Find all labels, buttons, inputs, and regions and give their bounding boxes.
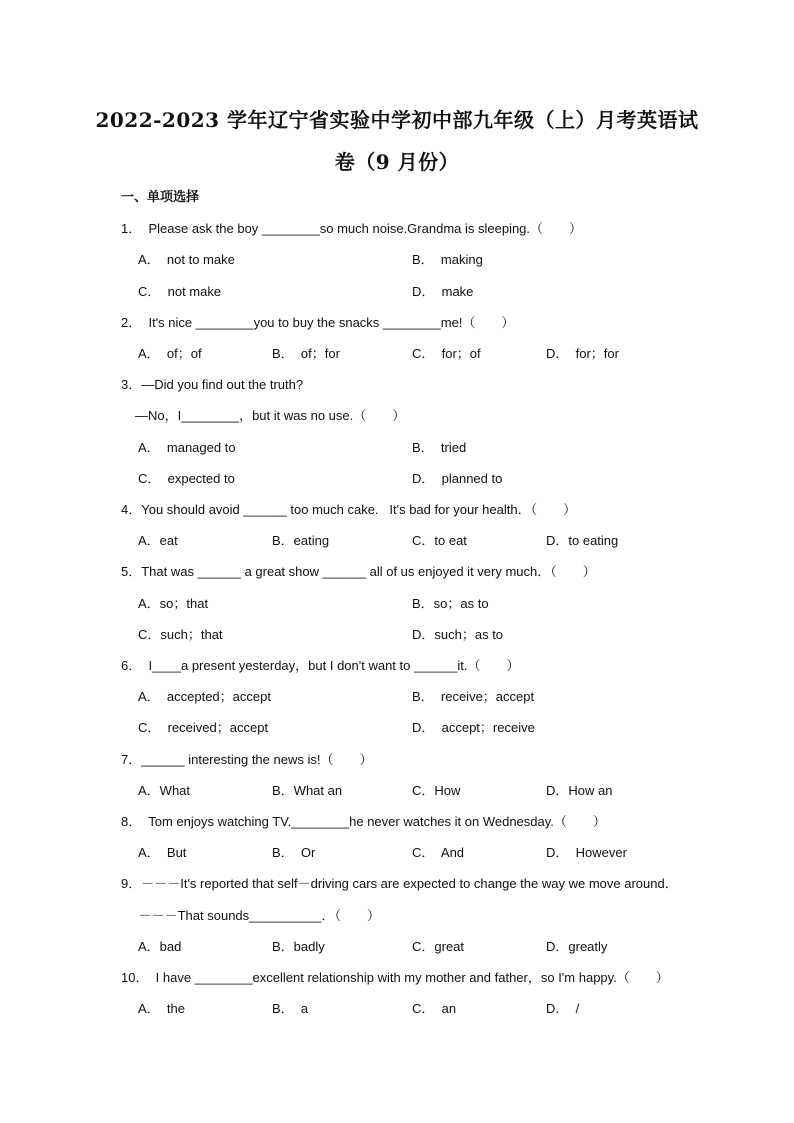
question-3-option-d[interactable]: D． planned to bbox=[412, 471, 503, 486]
question-7-stem: 7．______ interesting the news is!（ ） bbox=[121, 752, 373, 767]
question-3-option-a[interactable]: A． managed to bbox=[138, 440, 236, 455]
question-8-option-c[interactable]: C． And bbox=[412, 845, 465, 860]
question-2-option-a[interactable]: A． of；of bbox=[138, 346, 202, 361]
question-8-option-a[interactable]: A． But bbox=[138, 845, 187, 860]
question-4-option-c[interactable]: C．to eat bbox=[412, 533, 467, 548]
question-3-stem: 3．—Did you find out the truth? bbox=[121, 377, 304, 392]
question-4-option-d[interactable]: D．to eating bbox=[546, 533, 619, 548]
question-5-option-b[interactable]: B．so；as to bbox=[412, 596, 489, 611]
question-10-option-b[interactable]: B． a bbox=[272, 1001, 309, 1016]
question-5-stem: 5．That was ______ a great show ______ all of us enjoyed it very much．（ ） bbox=[121, 564, 596, 579]
question-4-option-a[interactable]: A．eat bbox=[138, 533, 178, 548]
question-7-option-a[interactable]: A．What bbox=[138, 783, 191, 798]
question-1-stem: 1． Please ask the boy ________so much noise.Grandma is sleeping.（ ） bbox=[121, 221, 583, 236]
question-5-option-a[interactable]: A．so；that bbox=[138, 596, 209, 611]
exam-title-line1: 2022-2023 学年辽宁省实验中学初中部九年级（上）月考英语试 bbox=[95, 108, 699, 132]
question-9-stem-line2: －－－That sounds__________．（ ） bbox=[135, 908, 380, 923]
question-6-option-c[interactable]: C． received；accept bbox=[138, 720, 269, 735]
question-8-option-d[interactable]: D． However bbox=[546, 845, 627, 860]
question-6-option-b[interactable]: B． receive；accept bbox=[412, 689, 535, 704]
exam-title-line2: 卷（9 月份） bbox=[334, 150, 460, 174]
question-3-option-c[interactable]: C． expected to bbox=[138, 471, 235, 486]
question-10-option-a[interactable]: A． the bbox=[138, 1001, 185, 1016]
question-10-option-d[interactable]: D． / bbox=[546, 1001, 580, 1016]
question-2-option-b[interactable]: B． of；for bbox=[272, 346, 340, 361]
question-8-option-b[interactable]: B． Or bbox=[272, 845, 316, 860]
question-1-option-c[interactable]: C． not make bbox=[138, 284, 222, 299]
question-1-option-a[interactable]: A． not to make bbox=[138, 252, 235, 267]
question-1-option-d[interactable]: D． make bbox=[412, 284, 474, 299]
question-7-option-c[interactable]: C．How bbox=[412, 783, 461, 798]
question-9-option-c[interactable]: C．great bbox=[412, 939, 465, 954]
question-4-option-b[interactable]: B．eating bbox=[272, 533, 330, 548]
question-6-option-a[interactable]: A． accepted；accept bbox=[138, 689, 271, 704]
question-5-option-c[interactable]: C．such；that bbox=[138, 627, 223, 642]
question-6-option-d[interactable]: D． accept；receive bbox=[412, 720, 535, 735]
question-8-stem: 8． Tom enjoys watching TV.________he never watches it on Wednesday.（ ） bbox=[121, 814, 606, 829]
question-9-stem: 9．－－－It's reported that self－driving cars are expected to change the way we move around． bbox=[121, 876, 678, 891]
question-2-stem: 2． It's nice ________you to buy the snacks ________me!（ ） bbox=[121, 315, 515, 330]
question-3-stem-line2: —No，I________，but it was no use.（ ） bbox=[135, 408, 406, 423]
question-7-option-b[interactable]: B．What an bbox=[272, 783, 343, 798]
question-6-stem: 6． I____a present yesterday，but I don't want to ______it.（ ） bbox=[121, 658, 520, 673]
question-2-option-d[interactable]: D． for；for bbox=[546, 346, 619, 361]
question-7-option-d[interactable]: D．How an bbox=[546, 783, 613, 798]
question-9-option-a[interactable]: A．bad bbox=[138, 939, 182, 954]
question-1-option-b[interactable]: B． making bbox=[412, 252, 483, 267]
question-9-option-d[interactable]: D．greatly bbox=[546, 939, 608, 954]
section-heading: 一、单项选择 bbox=[121, 190, 200, 205]
question-10-stem: 10． I have ________excellent relationship with my mother and father，so I'm happy.（ ） bbox=[121, 970, 669, 985]
question-3-option-b[interactable]: B． tried bbox=[412, 440, 467, 455]
question-10-option-c[interactable]: C． an bbox=[412, 1001, 457, 1016]
question-2-option-c[interactable]: C． for；of bbox=[412, 346, 481, 361]
question-9-option-b[interactable]: B．badly bbox=[272, 939, 325, 954]
question-5-option-d[interactable]: D．such；as to bbox=[412, 627, 504, 642]
question-4-stem: 4．You should avoid ______ too much cake. It's bad for your health．（ ） bbox=[121, 502, 577, 517]
